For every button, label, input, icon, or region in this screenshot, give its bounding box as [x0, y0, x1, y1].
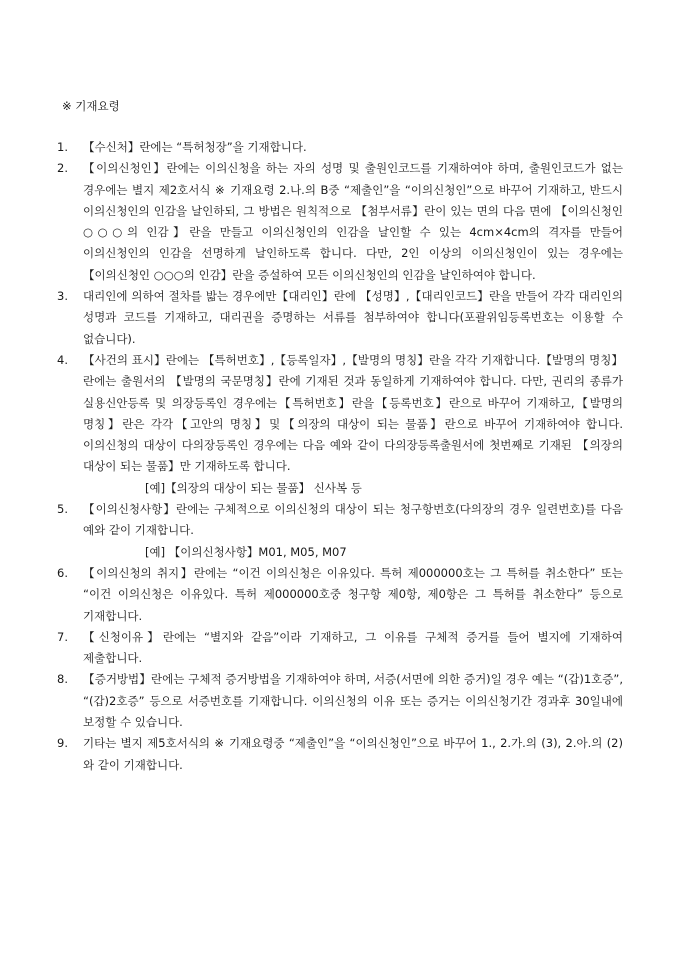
list-item-9: [57, 733, 623, 776]
item-number: 6.: [57, 565, 68, 580]
item-number: 9.: [57, 736, 68, 751]
list-item-4: [57, 350, 623, 499]
item-text: 【신청이유】란에는 “별지와 같음”이라 기재하고, 그 이유를 구체적 증거를 들어 별지에 기재하여 제출합니다.: [83, 629, 623, 666]
item-text: 【이의신청의 취지】란에는 “이건 이의신청은 이유있다. 특허 제000000호는 그 특허를 취소한다” 또는 “이건 이의신청은 이유있다. 특허 제000000호중 청구항 제0항, 제0항은 그 특허를 취소한다” 등으로 기재합니다.: [83, 565, 623, 623]
instruction-list: [57, 137, 623, 776]
item-number: 5.: [57, 502, 68, 517]
item-number: 7.: [57, 629, 68, 644]
item-text: 【이의신청사항】란에는 구체적으로 이의신청의 대상이 되는 청구항번호(다의장의 경우 일련번호)를 다음 예와 같이 기재합니다.: [83, 502, 623, 538]
instructions-heading: ※ 기재요령: [62, 99, 120, 113]
list-item-6: [57, 563, 623, 627]
item-number: 2.: [57, 161, 68, 176]
item-number: 4.: [57, 352, 68, 367]
list-item-2: [57, 158, 623, 286]
item-text: 【사건의 표시】란에는 【특허번호】,【등록일자】,【발명의 명칭】란을 각각 기재합니다.【발명의 명칭】란에는 출원서의 【발명의 국문명칭】란에 기재된 것과 동일하게 기재하여야 합니다. 다만, 권리의 종류가 실용신안등록 및 의장등록인 경우에는【특허번호】란을【등록번호】란으로 바꾸어 기재하고,【발명의 명칭】란은 각각【고안의 명칭】및【의장의 대상이 되는 물품】란으로 바꾸어 기재하여야 합니다. 이의신청의 대상이 다의장등록인 경우에는 다음 예와 같이 다의장등록출원서에 첫번째로 기재된 【의장의 대상이 되는 물품】만 기재하도록 합니다.: [83, 352, 623, 474]
item-text: 【이의신청인】란에는 이의신청을 하는 자의 성명 및 출원인코드를 기재하여야 하며, 출원인코드가 없는 경우에는 별지 제2호서식 ※ 기재요령 2.나.의 B중 “제출인”을 “이의신청인”으로 바꾸어 기재하고, 반드시 이의신청인의 인감을 날인하되, 그 방법은 원칙적으로 【첨부서류】란이 있는 면의 다음 면에 【이의신청인 ○○○의 인감】란을 만들고 이의신청인의 인감을 날인할 수 있는 4cm×4cm의 격자를 만들어 이의신청인의 인감을 선명하게 날인하도록 합니다. 다만, 2인 이상의 이의신청인이 있는 경우에는 【이의신청인 ○○○의 인감】란을 증설하여 모든 이의신청인의 인감을 날인하여야 합니다.: [83, 161, 623, 282]
list-item-8: [57, 669, 623, 733]
item-number: 8.: [57, 672, 68, 687]
item-number: 3.: [57, 289, 68, 304]
list-item-1: [57, 137, 623, 158]
item-text: 【수신처】란에는 “특허청장”을 기재합니다.: [83, 140, 307, 154]
item-number: 1.: [57, 140, 68, 154]
item-text: 【증거방법】란에는 구체적 증거방법을 기재하여야 하며, 서증(서면에 의한 증거)일 경우 예는 “(갑)1호증”, “(갑)2호증” 등으로 서증번호를 기재합니다. 이의신청의 이유 또는 증거는 이의신청기간 경과후 30일내에 보정할 수 있습니다.: [83, 672, 623, 730]
list-item-5: [57, 499, 623, 563]
item-text: 기타는 별지 제5호서식의 ※ 기재요령중 “제출인”을 “이의신청인”으로 바꾸어 1., 2.가.의 (3), 2.아.의 (2)와 같이 기재합니다.: [83, 736, 623, 772]
item-text: 대리인에 의하여 절차를 밟는 경우에만【대리인】란에 【성명】,【대리인코드】란을 만들어 각각 대리인의 성명과 코드를 기재하고, 대리권을 증명하는 서류를 첨부하여야 합니다(포괄위임등록번호는 이용할 수 없습니다).: [83, 289, 623, 346]
list-item-3: [57, 286, 623, 350]
item-example: [예] 【이의신청사항】M01, M05, M07: [145, 544, 347, 559]
item-example: [예]【의장의 대상이 되는 물품】 신사복 등: [145, 480, 362, 495]
list-item-7: [57, 627, 623, 670]
